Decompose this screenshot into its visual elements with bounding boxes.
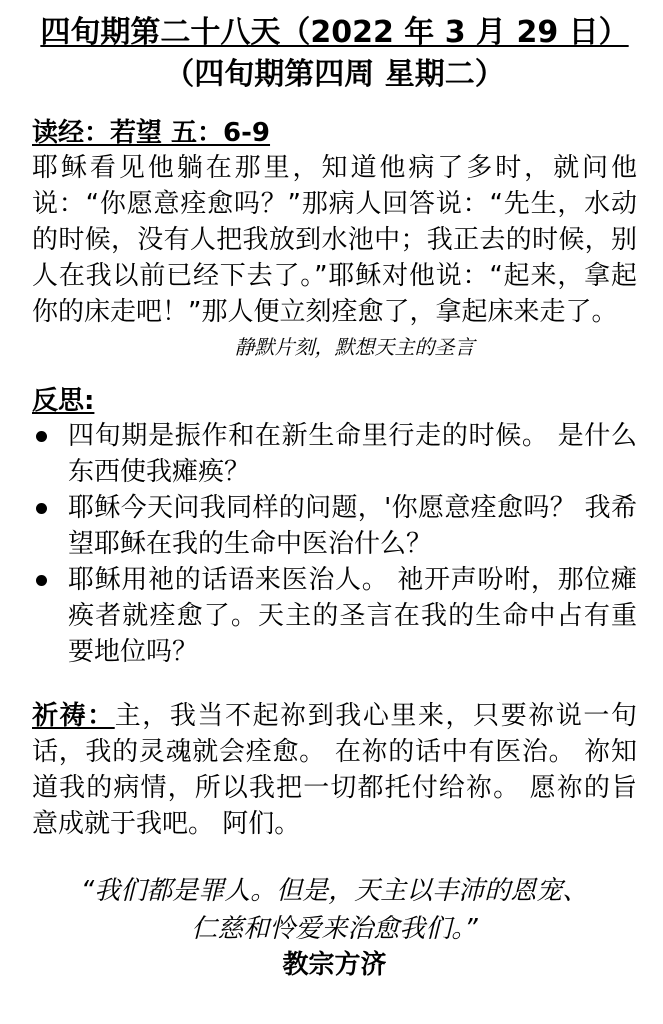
title-week-line: （四旬期第四周 星期二）: [164, 57, 505, 92]
list-item: [32, 490, 637, 562]
bullet-icon: [36, 431, 47, 442]
reflection-item-text: 耶稣用祂的话语来医治人。 祂开声吩咐，那位瘫痪者就痊愈了。天主的圣言在我的生命中占有重要地位吗？: [68, 565, 637, 667]
reading-note: 静默片刻，默想天主的圣言: [234, 335, 475, 359]
list-item: [32, 562, 637, 670]
prayer-label: 祈祷：: [32, 701, 115, 731]
reflection-item-text: 四旬期是振作和在新生命里行走的时候。 是什么东西使我瘫痪？: [68, 421, 637, 487]
quote-line-1: “我们都是罪人。但是，天主以丰沛的恩宠、: [80, 876, 589, 906]
reflection-heading: 反思:: [32, 386, 95, 416]
reading-heading: 读经：若望 五：6-9: [32, 118, 271, 148]
reflection-list: [32, 418, 637, 670]
reading-text: 耶稣看见他躺在那里，知道他病了多时，就问他说：“你愿意痊愈吗？”那病人回答说：“先生，水动的时候，没有人把我放到水池中；我正去的时候，别人在我以前已经下去了。”耶稣对他说：“起来，拿起你的床走吧！”那人便立刻痊愈了，拿起床来走了。: [32, 153, 637, 327]
list-item: [32, 418, 637, 490]
reflection-item-text: 耶稣今天问我同样的问题，'你愿意痊愈吗？ 我希望耶稣在我的生命中医治什么？: [68, 493, 637, 559]
quote-line-2: 仁慈和怜爱来治愈我们。”: [191, 914, 478, 944]
bullet-icon: [36, 575, 47, 586]
page-title: [32, 12, 637, 96]
prayer-text: 主，我当不起祢到我心里来，只要祢说一句话，我的灵魂就会痊愈。 在祢的话中有医治。 祢知道我的病情，所以我把一切都托付给祢。 愿祢的旨意成就于我吧。 阿们。: [32, 701, 637, 839]
prayer-section: [32, 698, 637, 842]
quote-attribution: 教宗方济: [282, 950, 387, 980]
reading-section: [32, 116, 637, 362]
quote-section: [32, 872, 637, 982]
bullet-icon: [36, 503, 47, 514]
title-date-line: 四旬期第二十八天（2022 年 3 月 29 日）: [40, 15, 629, 50]
reflection-section: [32, 384, 637, 670]
